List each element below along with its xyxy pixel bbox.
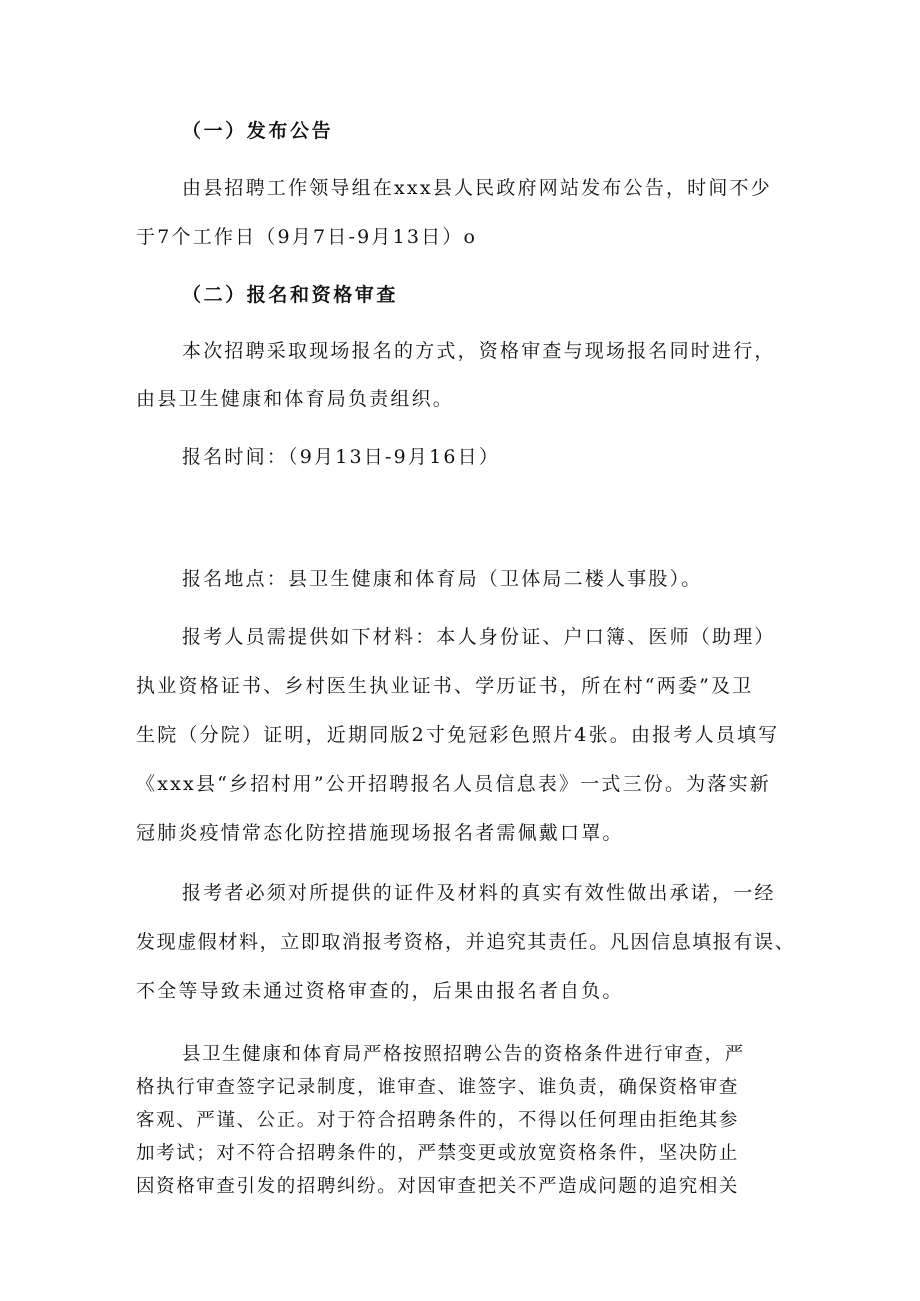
paragraph-line: 执业资格证书、乡村医生执业证书、学历证书，所在村“两委”及卫 bbox=[136, 675, 754, 697]
paragraph-line: 于7个工作日（9月7日-9月13日）o bbox=[136, 226, 478, 248]
paragraph-line: 冠肺炎疫情常态化防控措施现场报名者需佩戴口罩。 bbox=[136, 822, 624, 844]
paragraph-line: 报考人员需提供如下材料：本人身份证、户口簿、医师（助理） bbox=[182, 626, 776, 648]
paragraph-line: 报考者必须对所提供的证件及材料的真实有效性做出承诺，一经 bbox=[182, 882, 776, 904]
section-2-heading: （二）报名和资格审查 bbox=[182, 284, 399, 306]
paragraph-line: 本次招聘采取现场报名的方式，资格审查与现场报名同时进行， bbox=[182, 340, 776, 362]
paragraph-line: 生院（分院）证明，近期同版2寸免冠彩色照片4张。由报考人员填写 bbox=[136, 724, 780, 746]
paragraph-line: 因资格审查引发的招聘纠纷。对因审查把关不严造成问题的追究相关 bbox=[136, 1176, 740, 1197]
section-1-heading: （一）发布公告 bbox=[182, 120, 334, 142]
registration-location: 报名地点：县卫生健康和体育局（卫体局二楼人事股）。 bbox=[182, 568, 703, 590]
registration-time: 报名时间：（9月13日-9月16日） bbox=[182, 446, 501, 468]
paragraph-line: 由县卫生健康和体育局负责组织。 bbox=[136, 388, 455, 410]
paragraph-line: 不全等导致未通过资格审查的，后果由报名者自负。 bbox=[136, 980, 624, 1002]
paragraph-line: 县卫生健康和体育局严格按照招聘公告的资格条件进行审查，严 bbox=[182, 1044, 745, 1065]
paragraph-line: 客观、严谨、公正。对于符合招聘条件的，不得以任何理由拒绝其参 bbox=[136, 1110, 740, 1131]
paragraph-line: 《xxx县“乡招村用”公开招聘报名人员信息表》一式三份。为落实新 bbox=[136, 773, 771, 795]
paragraph-line: 加考试；对不符合招聘条件的，严禁变更或放宽资格条件，坚决防止 bbox=[136, 1143, 740, 1164]
paragraph-line: 由县招聘工作领导组在xxx县人民政府网站发布公告，时间不少 bbox=[182, 177, 772, 199]
paragraph-line: 格执行审查签字记录制度，谁审查、谁签字、谁负责，确保资格审查 bbox=[136, 1077, 740, 1098]
paragraph-line: 发现虚假材料，立即取消报考资格，并追究其责任。凡因信息填报有误、 bbox=[136, 931, 796, 953]
